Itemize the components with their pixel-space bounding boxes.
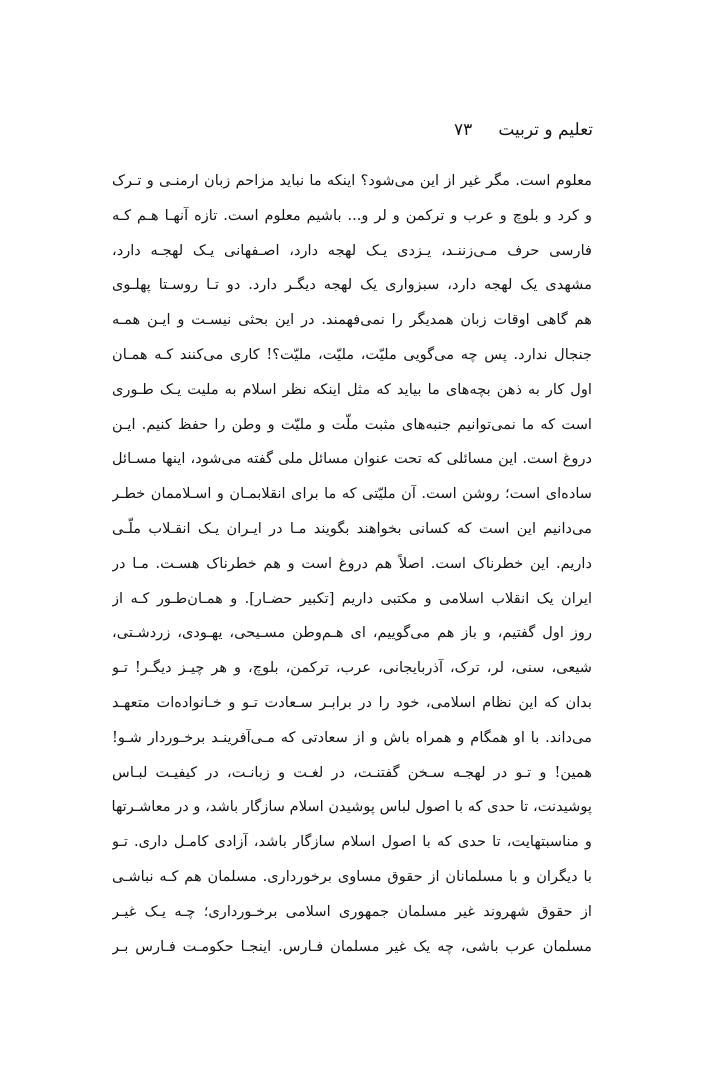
text-line: پوشیدنت، تا حدی که با اصول لباس پوشیدن اسلام سازگار باشد، و در معاشـرتها: [112, 798, 592, 816]
page-number: ۷۳: [454, 120, 473, 140]
text-line: روز اول گفتیم، و باز هم می‌گوییم، ای هـم‌وطن مسـیحی، یهـودی، زردشـتی،: [112, 624, 592, 642]
text-line: مسلمان عرب باشی، چه یک غیر مسلمان فـارس. اینجـا حکومـت فـارس بـر: [112, 937, 592, 955]
text-line: و مناسبتهایت، تا حدی که با اصول اسلام سازگار باشد، آزادی کامـل داری. تـو: [112, 833, 592, 851]
text-line: فارسی حرف مـی‌زننـد، یـزدی یـک لهجه دارد، اصـفهانی یـک لهجـه دارد،: [112, 241, 592, 259]
text-line: اول کار به ذهن بچه‌های ما بیاید که مثل اینکه نظر اسلام به ملیت یـک طـوری: [112, 380, 592, 398]
text-line: همین! و تـو در لهجـه سـخن گفتنـت، در لغـت و زبانـت، در کیفیـت لبـاس: [112, 763, 592, 781]
text-line: و کرد و بلوچ و عرب و ترکمن و لر و... باشیم معلوم است. تازه آنهـا هـم کـه: [112, 206, 592, 224]
text-line: شیعی، سنی، لر، ترک، آذربایجانی، عرب، ترکمن، بلوچ، و هر چیـز دیگـر! تـو: [112, 659, 592, 677]
text-line: ساده‌ای است؛ روشن است. آن ملیّتی که ما برای انقلابمـان و اسـلاممان خطـر: [112, 485, 592, 503]
running-header-title: تعلیم و تربیت: [498, 120, 593, 140]
text-line: مشهدی یک لهجه دارد، سبزواری یک لهجه دیگـر دارد. دو تـا روسـتا پهلـوی: [112, 276, 592, 294]
text-line: داریم. این خطرناک است. اصلاً هم دروغ است و هم خطرناک هسـت. مـا در: [112, 554, 592, 572]
text-line: هم گاهی اوقات زبان همدیگر را نمی‌فهمند. در این بحثی نیسـت و ایـن همـه: [112, 311, 592, 329]
text-line: است که ما نمی‌توانیم جنبه‌های مثبت ملّت و ملیّت و وطن را حفظ کنیم. ایـن: [112, 415, 592, 433]
text-line: بدان که این نظام اسلامی، خود را در برابـر سـعادت تـو و خـانواده‌ات متعهـد: [112, 693, 592, 711]
text-line: می‌دانیم این است که کسانی بخواهند بگویند مـا در ایـران یـک انقـلاب ملّـی: [112, 519, 592, 537]
text-line: معلوم است. مگر غیر از این می‌شود؟ اینکه ما نباید مزاحم زبان ارمنـی و تـرک: [112, 172, 592, 189]
text-line: با دیگران و با مسلمانان از حقوق مساوی برخورداری. مسلمان هم کـه نباشـی: [112, 867, 592, 885]
text-line: جنجال ندارد. پس چه می‌گویی ملیّت، ملیّت، ملیّت؟! کاری می‌کنند کـه همـان: [112, 345, 592, 363]
text-line: ایران یک انقلاب اسلامی و مکتبی داریم [تکبیر حضـار]. و همـان‌طـور کـه از: [112, 589, 592, 607]
body-text: [112, 164, 592, 964]
text-line: دروغ است. این مسائلی که تحت عنوان مسائل ملی گفته می‌شود، اینها مسـائل: [112, 450, 592, 468]
text-line: می‌داند. با او همگام و همراه باش و از سعادتی که مـی‌آفرینـد برخـوردار شـو!: [112, 728, 592, 746]
running-header: [113, 120, 593, 146]
text-line: از حقوق شهروند غیر مسلمان جمهوری اسلامی برخـورداری؛ چـه یـک غیـر: [112, 902, 592, 920]
